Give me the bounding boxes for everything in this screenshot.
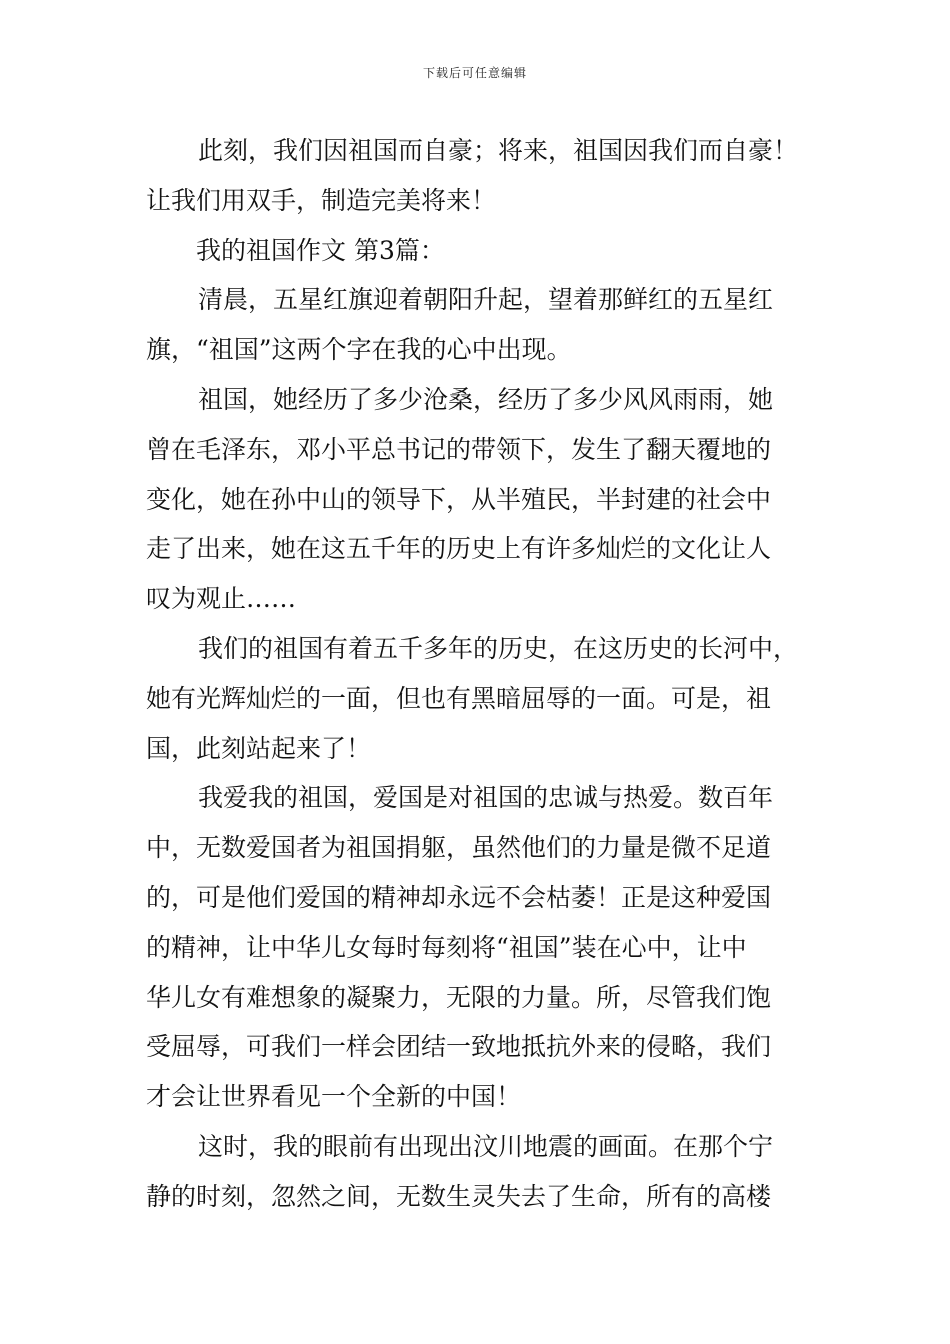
document-body [146, 126, 810, 1222]
text-line: 受屈辱，可我们一样会团结一致地抵抗外来的侵略，我们 [146, 1032, 772, 1062]
text-line: 让我们用双手，制造完美将来！ [146, 185, 497, 215]
text-line: 华儿女有难想象的凝聚力，无限的力量。所，尽管我们饱 [146, 982, 772, 1012]
text-line: 我们的祖国有着五千多年的历史，在这历史的长河中， [198, 633, 799, 663]
text-line: 她有光辉灿烂的一面，但也有黑暗屈辱的一面。可是，祖 [146, 683, 772, 713]
text-line: 中，无数爱国者为祖国捐躯，虽然他们的力量是微不足道 [146, 833, 772, 863]
text-line: 的，可是他们爱国的精神却永远不会枯萎！正是这种爱国 [146, 882, 772, 912]
text-line: 曾在毛泽东，邓小平总书记的带领下，发生了翻天覆地的 [146, 434, 772, 464]
text-line: 叹为观止…… [146, 584, 297, 614]
text-line: 此刻，我们因祖国而自豪；将来，祖国因我们而自豪！ [198, 136, 799, 165]
text-line: 旗，“祖国”这两个字在我的心中出现。 [146, 335, 572, 365]
text-line: 变化，她在孙中山的领导下，从半殖民，半封建的社会中 [146, 484, 772, 514]
text-line: 静的时刻，忽然之间，无数生灵失去了生命，所有的高楼 [146, 1181, 772, 1211]
text-line: 这时，我的眼前有出现出汶川地震的画面。在那个宁 [198, 1131, 774, 1161]
text-line: 的精神，让中华儿女每时每刻将“祖国”装在心中，让中 [146, 932, 747, 962]
text-line: 走了出来，她在这五千年的历史上有许多灿烂的文化让人 [146, 534, 772, 564]
text-line: 清晨，五星红旗迎着朝阳升起，望着那鲜红的五星红 [198, 285, 774, 315]
text-line: 我爱我的祖国，爱国是对祖国的忠诚与热爱。数百年 [198, 783, 774, 813]
text-line: 才会让世界看见一个全新的中国！ [146, 1082, 522, 1112]
section-heading: 我的祖国作文 第3篇： [196, 235, 445, 265]
text-line: 祖国，她经历了多少沧桑，经历了多少风风雨雨，她 [198, 384, 774, 414]
text-line: 国，此刻站起来了！ [146, 733, 372, 763]
page-header: 下载后可任意编辑 [422, 66, 527, 80]
